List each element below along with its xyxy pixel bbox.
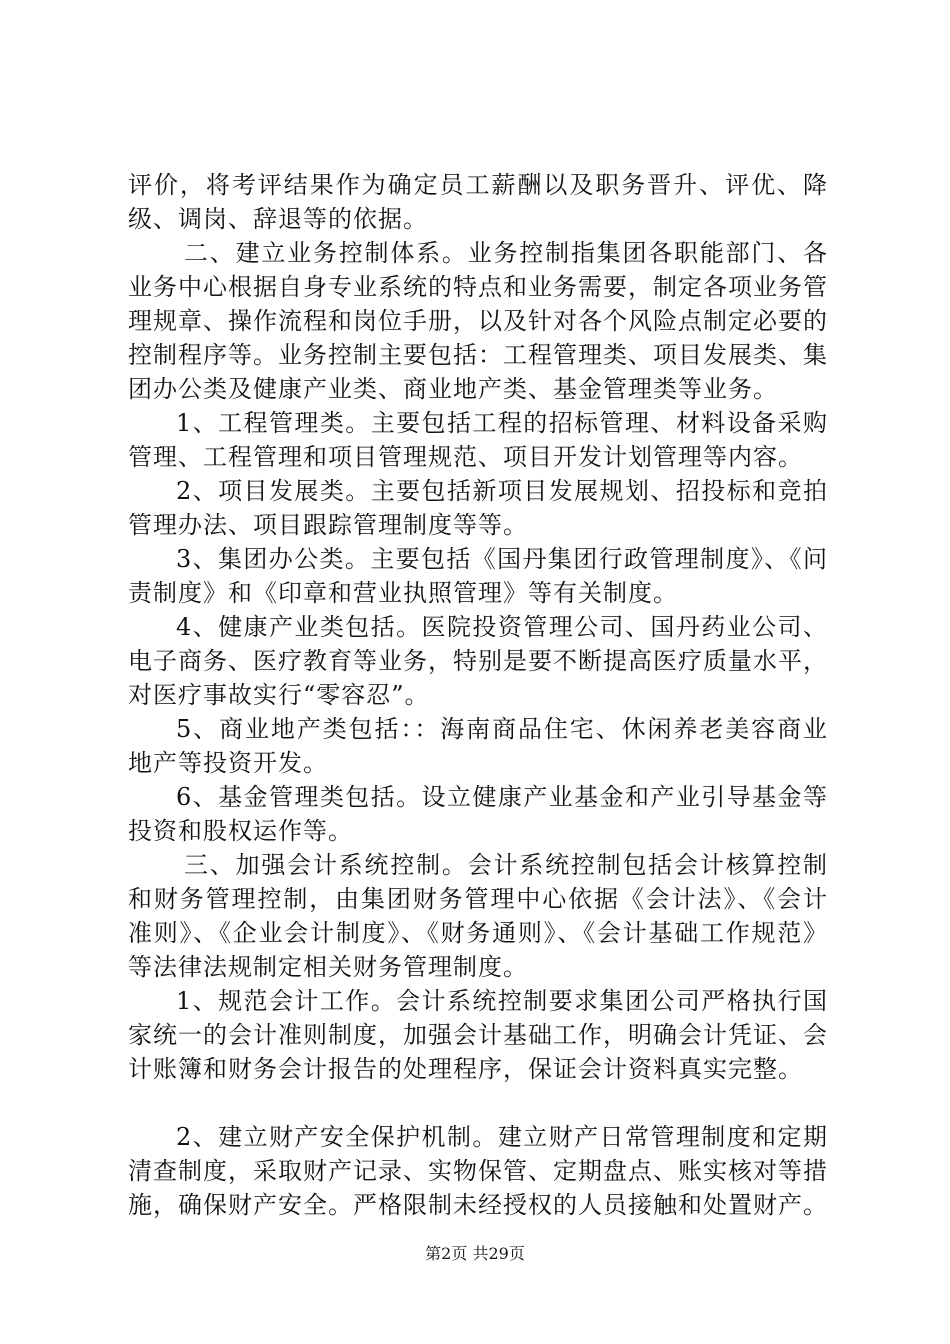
paragraph-2: 二、建立业务控制体系。业务控制指集团各职能部门、各业务中心根据自身专业系统的特点和业务需要，制定各项业务管理规章、操作流程和岗位手册，以及针对各个风险点制定必要的控制程序等。业务控制主要包括：工程管理类、项目发展类、集团办公类及健康产业类、商业地产类、基金管理类等业务。 xyxy=(128,239,828,403)
page-number: 第2页 xyxy=(425,1244,468,1263)
paragraph-3: 1、工程管理类。主要包括工程的招标管理、材料设备采购管理、工程管理和项目管理规范、项目开发计划管理等内容。 xyxy=(128,409,828,471)
paragraph-8: 6、基金管理类包括。设立健康产业基金和产业引导基金等投资和股权运作等。 xyxy=(128,783,828,845)
paragraph-5: 3、集团办公类。主要包括《国丹集团行政管理制度》、《问责制度》和《印章和营业执照管理》等有关制度。 xyxy=(128,545,828,607)
paragraph-9: 三、加强会计系统控制。会计系统控制包括会计核算控制和财务管理控制，由集团财务管理中心依据《会计法》、《会计准则》、《企业会计制度》、《财务通则》、《会计基础工作规范》等法律法规制定相关财务管理制度。 xyxy=(128,851,828,981)
paragraph-4: 2、项目发展类。主要包括新项目发展规划、招投标和竞拍管理办法、项目跟踪管理制度等等。 xyxy=(128,477,828,539)
document-body xyxy=(128,168,828,1222)
paragraph-7: 5、商业地产类包括：：海南商品住宅、休闲养老美容商业地产等投资开发。 xyxy=(128,715,828,777)
paragraph-6: 4、健康产业类包括。医院投资管理公司、国丹药业公司、电子商务、医疗教育等业务，特别是要不断提高医疗质量水平，对医疗事故实行“零容忍”。 xyxy=(128,613,828,709)
page-footer xyxy=(0,1244,950,1264)
paragraph-1: 评价，将考评结果作为确定员工薪酬以及职务晋升、评优、降级、调岗、辞退等的依据。 xyxy=(128,171,828,233)
paragraph-10: 1、规范会计工作。会计系统控制要求集团公司严格执行国家统一的会计准则制度，加强会计基础工作，明确会计凭证、会计账簿和财务会计报告的处理程序，保证会计资料真实完整。 xyxy=(128,987,828,1083)
paragraph-11: 2、建立财产安全保护机制。建立财产日常管理制度和定期清查制度，采取财产记录、实物保管、定期盘点、账实核对等措施，确保财产安全。严格限制未经授权的人员接触和处置财产。 xyxy=(128,1123,828,1219)
paragraph-spacer xyxy=(128,1086,828,1120)
page-total: 共29页 xyxy=(472,1244,525,1263)
